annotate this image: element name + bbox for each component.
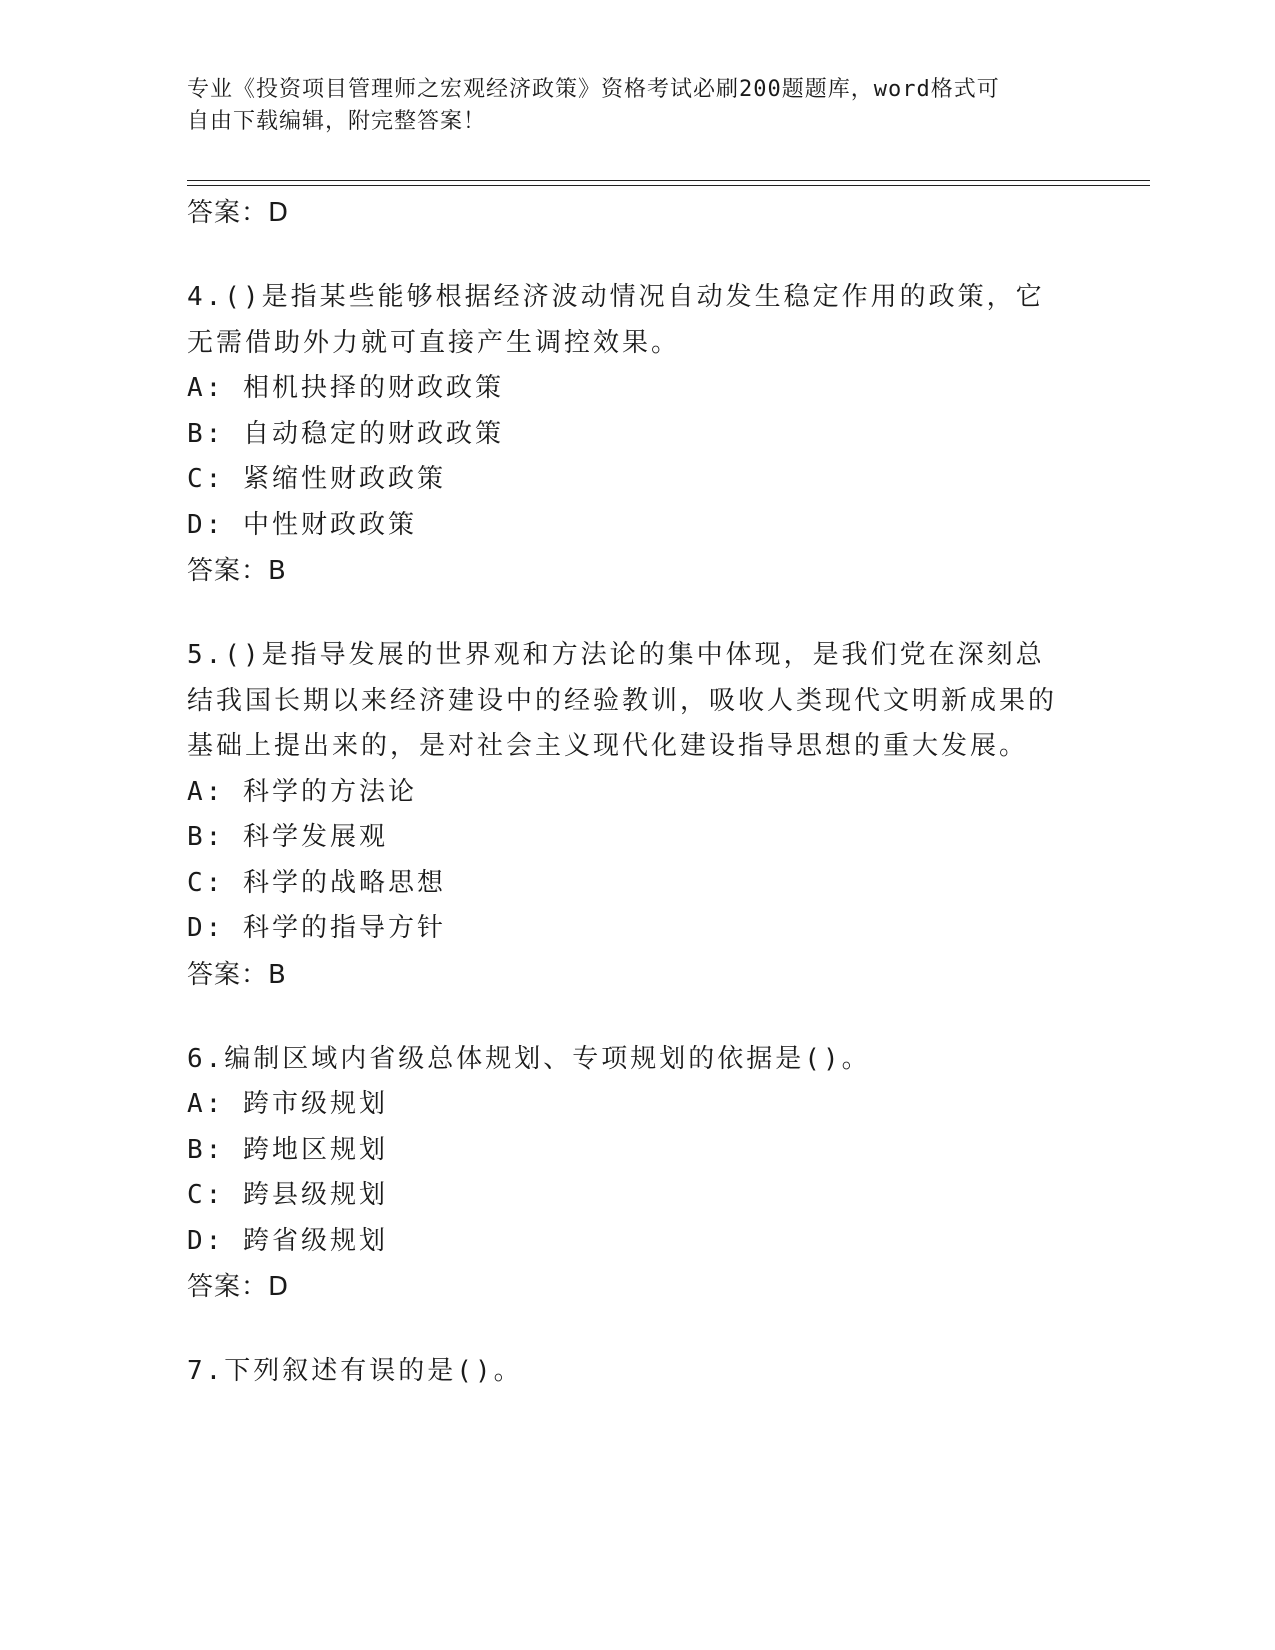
question-list: [187, 190, 1067, 1395]
option-b: B: 自动稳定的财政政策: [187, 418, 504, 449]
question-7: [187, 1349, 1067, 1395]
question-stem: 4.()是指某些能够根据经济波动情况自动发生稳定作用的政策，它无需借助外力就可直接产生调控效果。: [187, 282, 1045, 358]
answer-line: 答案：D: [187, 1272, 290, 1302]
header-rule-bottom: [187, 185, 1150, 186]
option-a: A: 相机抉择的财政政策: [187, 373, 504, 403]
header-rule-top: [187, 180, 1150, 181]
header-line-2: 自由下载编辑，附完整答案！: [187, 109, 487, 134]
header-line-1: 专业《投资项目管理师之宏观经济政策》资格考试必刷200题题库，word格式可: [187, 77, 1000, 102]
option-c: C: 跨县级规划: [187, 1180, 388, 1210]
question-4: [187, 275, 1067, 594]
document-header: [187, 74, 1087, 138]
option-c: C: 紧缩性财政政策: [187, 464, 446, 494]
answer-line: 答案：D: [187, 198, 290, 228]
question-stem: 7.下列叙述有误的是()。: [187, 1356, 523, 1386]
option-c: C: 科学的战略思想: [187, 867, 446, 898]
option-d: D: 中性财政政策: [187, 509, 417, 540]
option-d: D: 跨省级规划: [187, 1225, 388, 1256]
option-a: A: 科学的方法论: [187, 776, 417, 807]
question-5: [187, 633, 1067, 998]
answer-line: 答案：B: [187, 556, 287, 586]
question-6: [187, 1037, 1067, 1311]
option-b: B: 科学发展观: [187, 822, 388, 852]
question-stem: 5.()是指导发展的世界观和方法论的集中体现，是我们党在深刻总结我国长期以来经济建设中的经验教训，吸收人类现代文明新成果的基础上提出来的，是对社会主义现代化建设指导思想的重大发展。: [187, 640, 1058, 761]
option-d: D: 科学的指导方针: [187, 913, 446, 943]
option-b: B: 跨地区规划: [187, 1134, 388, 1165]
question-stem: 6.编制区域内省级总体规划、专项规划的依据是()。: [187, 1043, 871, 1074]
answer-line: 答案：B: [187, 959, 287, 990]
option-a: A: 跨市级规划: [187, 1089, 388, 1119]
